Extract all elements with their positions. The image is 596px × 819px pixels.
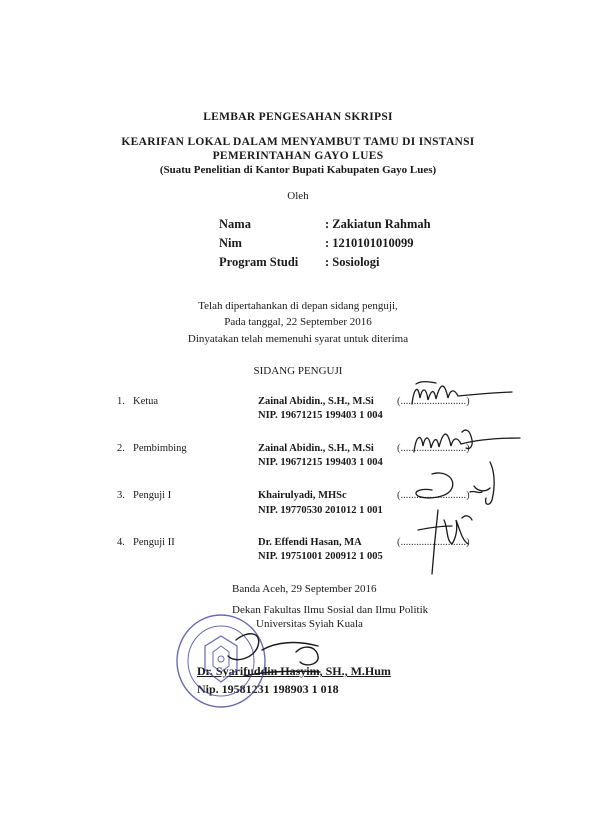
dean-name: Dr. Syarifuddin Hasyim, SH., M.Hum [197, 664, 391, 678]
examiner-role: Penguji I [133, 490, 172, 501]
examiner-name: Zainal Abidin., S.H., M.Si [258, 396, 374, 407]
identity-value-program-studi: : Sosiologi [325, 255, 380, 269]
examiner-role: Pembimbing [133, 443, 187, 454]
dean-title: Dekan Fakultas Ilmu Sosial dan Ilmu Politik [232, 604, 429, 616]
identity-label-nama: Nama [219, 217, 251, 231]
identity-value-nama: : Zakiatun Rahmah [325, 217, 431, 231]
thesis-title-line2: PEMERINTAHAN GAYO LUES [212, 150, 384, 162]
document-header: LEMBAR PENGESAHAN SKRIPSI [203, 111, 393, 123]
identity-label-program-studi: Program Studi [219, 255, 299, 269]
examiner-number: 1. [117, 396, 125, 407]
signature-line: (.........................) [397, 490, 470, 501]
signature-line: (.........................) [397, 396, 470, 407]
examiner-role: Penguji II [133, 537, 175, 548]
examiners-title: SIDANG PENGUJI [253, 365, 343, 377]
thesis-subtitle: (Suatu Penelitian di Kantor Bupati Kabupaten Gayo Lues) [159, 164, 437, 176]
examiner-number: 4. [117, 537, 125, 548]
statement-line2: Pada tanggal, 22 September 2016 [224, 316, 372, 328]
examiner-nip: NIP. 19671215 199403 1 004 [258, 457, 383, 468]
dean-nip: Nip. 19581231 198903 1 018 [197, 682, 339, 696]
examiner-number: 3. [117, 490, 125, 501]
signature-line: (.........................) [397, 443, 470, 454]
examiner-nip: NIP. 19671215 199403 1 004 [258, 410, 383, 421]
by-label: Oleh [287, 190, 309, 202]
signature-line: (.........................) [397, 537, 470, 548]
place-date: Banda Aceh, 29 September 2016 [232, 583, 377, 595]
university-name: Universitas Syiah Kuala [256, 618, 363, 630]
thesis-title-line1: KEARIFAN LOKAL DALAM MENYAMBUT TAMU DI INSTANSI [121, 136, 475, 148]
examiner-number: 2. [117, 443, 125, 454]
identity-value-nim: : 1210101010099 [325, 236, 414, 250]
examiner-name: Dr. Effendi Hasan, MA [258, 537, 362, 548]
statement-line1: Telah dipertahankan di depan sidang penguji, [198, 300, 398, 312]
examiner-nip: NIP. 19770530 201012 1 001 [258, 505, 383, 516]
examiner-name: Zainal Abidin., S.H., M.Si [258, 443, 374, 454]
statement-line3: Dinyatakan telah memenuhi syarat untuk diterima [187, 333, 409, 345]
examiner-role: Ketua [133, 396, 159, 407]
examiner-name: Khairulyadi, MHSc [258, 490, 347, 501]
identity-label-nim: Nim [219, 236, 242, 250]
examiner-nip: NIP. 19751001 200912 1 005 [258, 551, 383, 562]
